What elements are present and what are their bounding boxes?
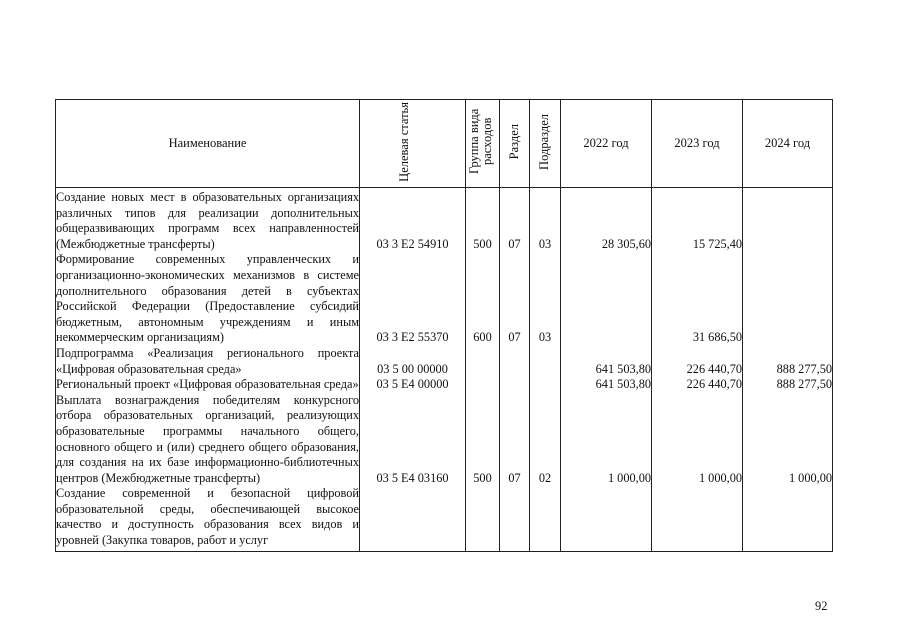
row-2023: 31 686,50 [652, 252, 743, 346]
row-name: Создание современной и безопасной цифровой образовательной среды, обеспечивающей высокое качество и доступность образования всех видов и уровней (Закупка товаров, работ и услуг [56, 486, 360, 551]
row-2023 [652, 486, 743, 551]
row-section: 07 [500, 252, 530, 346]
row-2024 [743, 486, 833, 551]
table-row [56, 377, 833, 393]
row-2022 [561, 486, 652, 551]
row-2022: 641 503,80 [561, 377, 652, 393]
row-code: 03 5 E4 03160 [360, 393, 466, 487]
table-header-row [56, 100, 833, 188]
table-row [56, 252, 833, 346]
row-section [500, 377, 530, 393]
row-2022: 641 503,80 [561, 346, 652, 377]
table-row [56, 393, 833, 487]
row-code [360, 486, 466, 551]
row-subsection [530, 377, 561, 393]
row-2024: 888 277,50 [743, 377, 833, 393]
row-subsection: 03 [530, 252, 561, 346]
row-group [466, 377, 500, 393]
header-subsection: Подраздел [530, 100, 561, 188]
header-2024: 2024 год [743, 100, 833, 188]
row-2022 [561, 252, 652, 346]
row-code: 03 3 E2 54910 [360, 188, 466, 253]
header-2022: 2022 год [561, 100, 652, 188]
row-subsection [530, 486, 561, 551]
row-group [466, 346, 500, 377]
row-2023: 226 440,70 [652, 377, 743, 393]
row-2024 [743, 188, 833, 253]
table-row [56, 188, 833, 253]
row-group: 500 [466, 393, 500, 487]
row-section: 07 [500, 393, 530, 487]
row-2023: 15 725,40 [652, 188, 743, 253]
row-2023: 226 440,70 [652, 346, 743, 377]
row-2024: 1 000,00 [743, 393, 833, 487]
header-section: Раздел [500, 100, 530, 188]
row-group [466, 486, 500, 551]
row-name: Создание новых мест в образовательных организациях различных типов для реализации дополнительных общеразвивающих программ всех направленностей (Межбюджетные трансферты) [56, 188, 360, 253]
row-name: Региональный проект «Цифровая образовательная среда» [56, 377, 359, 392]
row-subsection [530, 346, 561, 377]
row-code: 03 5 00 00000 [360, 346, 466, 377]
row-name: Подпрограмма «Реализация регионального проекта «Цифровая образовательная среда» [56, 345, 359, 376]
row-code: 03 3 E2 55370 [360, 252, 466, 346]
row-name: Формирование современных управленческих и организационно-экономических механизмов в системе дополнительного образования детей в субъектах Российской Федерации (Предоставление субсидий бюджетным, автономным учреждениям и иным некоммерческим организациям) [56, 252, 359, 345]
row-section [500, 486, 530, 551]
row-section [500, 346, 530, 377]
row-section: 07 [500, 188, 530, 253]
table-row [56, 486, 833, 551]
header-target-article: Целевая статья [360, 100, 466, 188]
budget-table [55, 99, 833, 552]
header-expense-group: Группа вида расходов [466, 100, 500, 188]
table-row [56, 346, 833, 377]
row-2023: 1 000,00 [652, 393, 743, 487]
row-name: Выплата вознаграждения победителям конкурсного отбора образовательных организаций, реализующих образовательные программы начального общего, основного общего и (или) среднего общего образования, для создания на их базе информационно-библиотечных центров (Межбюджетные трансферты) [56, 392, 359, 485]
header-name: Наименование [56, 100, 360, 188]
row-subsection: 03 [530, 188, 561, 253]
row-group: 500 [466, 188, 500, 253]
row-code: 03 5 E4 00000 [360, 377, 466, 393]
row-2022: 28 305,60 [561, 188, 652, 253]
row-group: 600 [466, 252, 500, 346]
header-2023: 2023 год [652, 100, 743, 188]
row-2024 [743, 252, 833, 346]
row-subsection: 02 [530, 393, 561, 487]
row-2024: 888 277,50 [743, 346, 833, 377]
page-number: 92 [815, 599, 828, 613]
row-2022: 1 000,00 [561, 393, 652, 487]
